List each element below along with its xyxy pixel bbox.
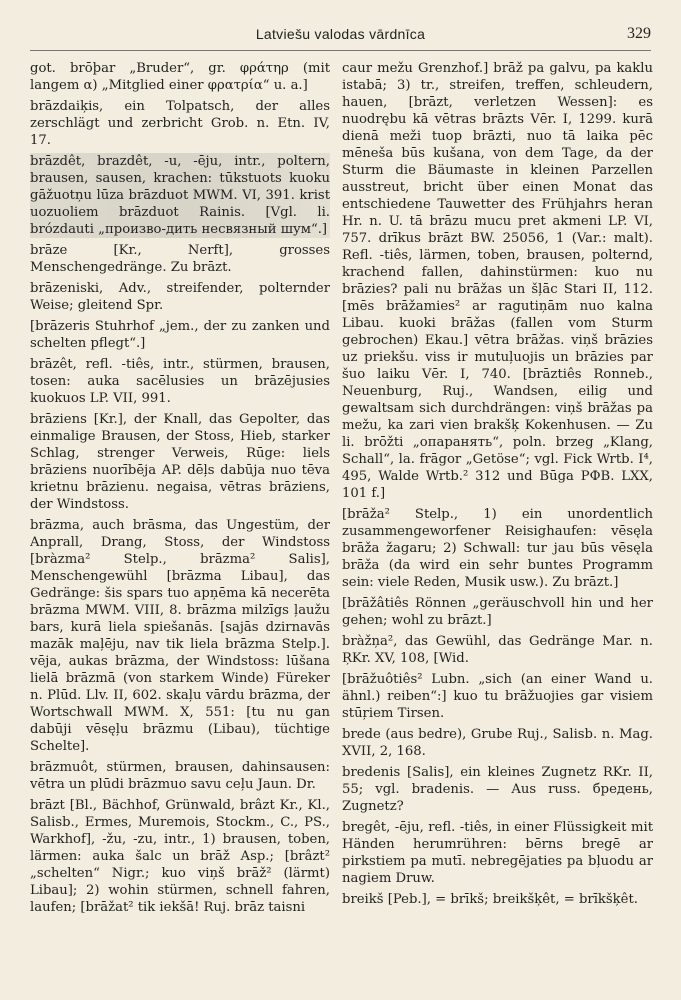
entry-brazna: bràžņa², das Gewühl, das Gedränge Mar. n. ŖKr. XV, 108, [Wid.: [342, 634, 653, 666]
left-column: [30, 60, 330, 990]
entry-brazdaikis: brāzdaiķis, ein Tolpatsch, der alles zerschlägt und zerbricht Grob. n. Etn. IV, 17.: [30, 99, 330, 148]
entry-brazeris: [brāzeris Stuhrhof „jem., der zu zanken und schelten pflegt“.]: [30, 319, 330, 351]
entry-brazdet: brāzdêt, brazdêt, -u, -ēju, intr., poltern, brausen, sausen, krachen: tūkstuots kuoku gāžuotņu lūza brāzduot MWM. VI, 391. krist uozuoliem brāzduot Rainis. [Vgl. li. brózdauti „произво-дить несвязный шум“.]: [30, 154, 330, 237]
entry-braziens: brāziens [Kr.], der Knall, das Gepolter, das einmalige Brausen, der Stoss, Hieb, starker Schlag, strenger Verweis, Rūge: liels brāziens nuorībēja AP. dēļs dabūja nuo tēva krietnu brāzienu. negaisa, vētras brāziens, der Windstoss.: [30, 412, 330, 512]
right-column: [342, 60, 653, 990]
entry-brazuoties: [brāžuôtiês² Lubn. „sich (an einer Wand u. ähnl.) reiben“:] kuo tu brāžuojies gar visiem stūŗiem Tirsen.: [342, 672, 653, 721]
entry-brazet: brāzêt, refl. -tiês, intr., stürmen, brausen, tosen: auka sacēlusies un brāzējusies kuokuos LP. VII, 991.: [30, 357, 330, 406]
entry-brazmuot: brāzmuôt, stürmen, brausen, dahinsausen: vētra un plūdi brāzmuo savu ceļu Jaun. Dr.: [30, 760, 330, 792]
entry-braza: [brāža² Stelp., 1) ein unordentlich zusammengeworfener Reisighaufen: vēsęla brāža žagaru; 2) Schwall: tur jau būs vēsęla brāža (da wird ein sehr buntes Programm sein: viele Reden, Musik usw.). Zu brāzt.]: [342, 507, 653, 590]
entry-brotar: got. brōþar „Bruder“, gr. φράτηρ (mit langem α) „Mitglied einer φρατρία“ u. a.]: [30, 61, 330, 93]
entry-brazeniski: brāzeniski, Adv., streifender, polternder Weise; gleitend Spr.: [30, 281, 330, 313]
entry-brazaties: [brāžâtiês Rönnen „geräuschvoll hin und her gehen; wohl zu brāzt.]: [342, 596, 653, 628]
entry-breget: bregêt, -ēju, refl. -tiês, in einer Flüssigkeit mit Händen herumrühren: bērns bregē ar pirkstiem pa mutī. nebregējaties pa bļuodu ar nagiem Druw.: [342, 820, 653, 886]
entry-breiks: breikš [Peb.], = brīkš; breikšķêt, = brīkšķêt.: [342, 892, 638, 907]
entry-brazma: brāzma, auch brāsma, das Ungestüm, der Anprall, Drang, Stoss, der Windstoss [bràzma² Stelp., brāzma² Salis], Menschengewühl [brāzma Libau], das Gedränge: šis spars tuo apņēma kā necerēta brāzma MWM. VIII, 8. brāzma milzīgs ļaužu bars, kurā liela spiešanās. [sajās dzirnavās mazāk maļēju, nav tik liela brāzma Stelp.]. vēja, aukas brāzma, der Windstoss: lūšana lielā brāzmā (von starkem Winde) Füreker n. Plūd. Llv. II, 602. skaļu vārdu brāzma, der Wortschwall MWM. X, 551: [tu nu gan dabūji vēsęļu brāzmu (Libau), tüchtige Schelte].: [30, 518, 330, 754]
page-number: 329: [627, 25, 651, 42]
page-header: [30, 24, 651, 51]
entry-braze: brāze [Kr., Nerft], grosses Menschengedränge. Zu brāzt.: [30, 243, 330, 275]
entry-brede: brede (aus bedre), Grube Ruj., Salisb. n. Mag. XVII, 2, 168.: [342, 727, 653, 759]
page-title: Latviešu valodas vārdnīca: [255, 26, 426, 42]
entry-brazt: brāzt [Bl., Bächhof, Grünwald, brâzt Kr., Kl., Salisb., Ermes, Muremois, Stockm., C., PS., Warkhof], -žu, -zu, intr., 1) brausen, toben, lärmen: auka šalc un brāž Asp.; [brâzt² „schelten“ Nigr.; kuo viņš brāž² (lärmt) Libau]; 2) wohin stürmen, schnell fahren, laufen; [brāžat² tik iekšā! Ruj. brāz taisni: [30, 798, 330, 915]
entry-brazt-continued: caur mežu Grenzhof.] brāž pa galvu, pa kaklu istabā; 3) tr., streifen, treffen, schleudern, hauen, [brāzt, verletzen Wessen]: es nuodrębu kā vētras brāzts Vēr. I, 1299. kurā dienā meži tuop brāzti, nuo tā laika pēc mēneša būs kušana, von dem Tage, da der Sturm die Bäumaste in kleinen Parzellen ausstreut, bricht über einen Monat das entschiedene Tauwetter des Frühjahrs heran Hr. n. U. tā brāzu mucu pret akmeni LP. VI, 757. drīkus brāzt BW. 25056, 1 (Var.: malt). Refl. -tiês, lärmen, toben, brausen, polternd, krachend fallen, dahinstürmen: kuo nu brāzies? pali nu brāžas un šļāc Stari II, 112. [mēs brāžamies² ar ragutiņām nuo kalna Libau. kuoki brāžas (fallen vom Sturm gebrochen) Ekau.] vētra brāžas. viņš brāzies uz priekšu. viss ir mutuļuojis un brāzies par šuo laiku Vēr. I, 740. [brāztiês Ronneb., Neuenburg, Ruj., Wandsen, eilig und gewaltsam sich durchdrängen: viņš brāžas pa mežu, ka zari vien brakšķ Kokenhusen. — Zu li. brōžti „опаранять“, poln. brzeg „Klang, Schall“, la. frāgor „Getöse“; vgl. Fick Wrtb. I⁴, 495, Walde Wrtb.² 312 und Būga РФВ. LXX, 101 f.]: [342, 61, 653, 501]
entry-bredenis: bredenis [Salis], ein kleines Zugnetz RKr. II, 55; vgl. bradenis. — Aus russ. бредень, Zugnetz?: [342, 765, 653, 814]
